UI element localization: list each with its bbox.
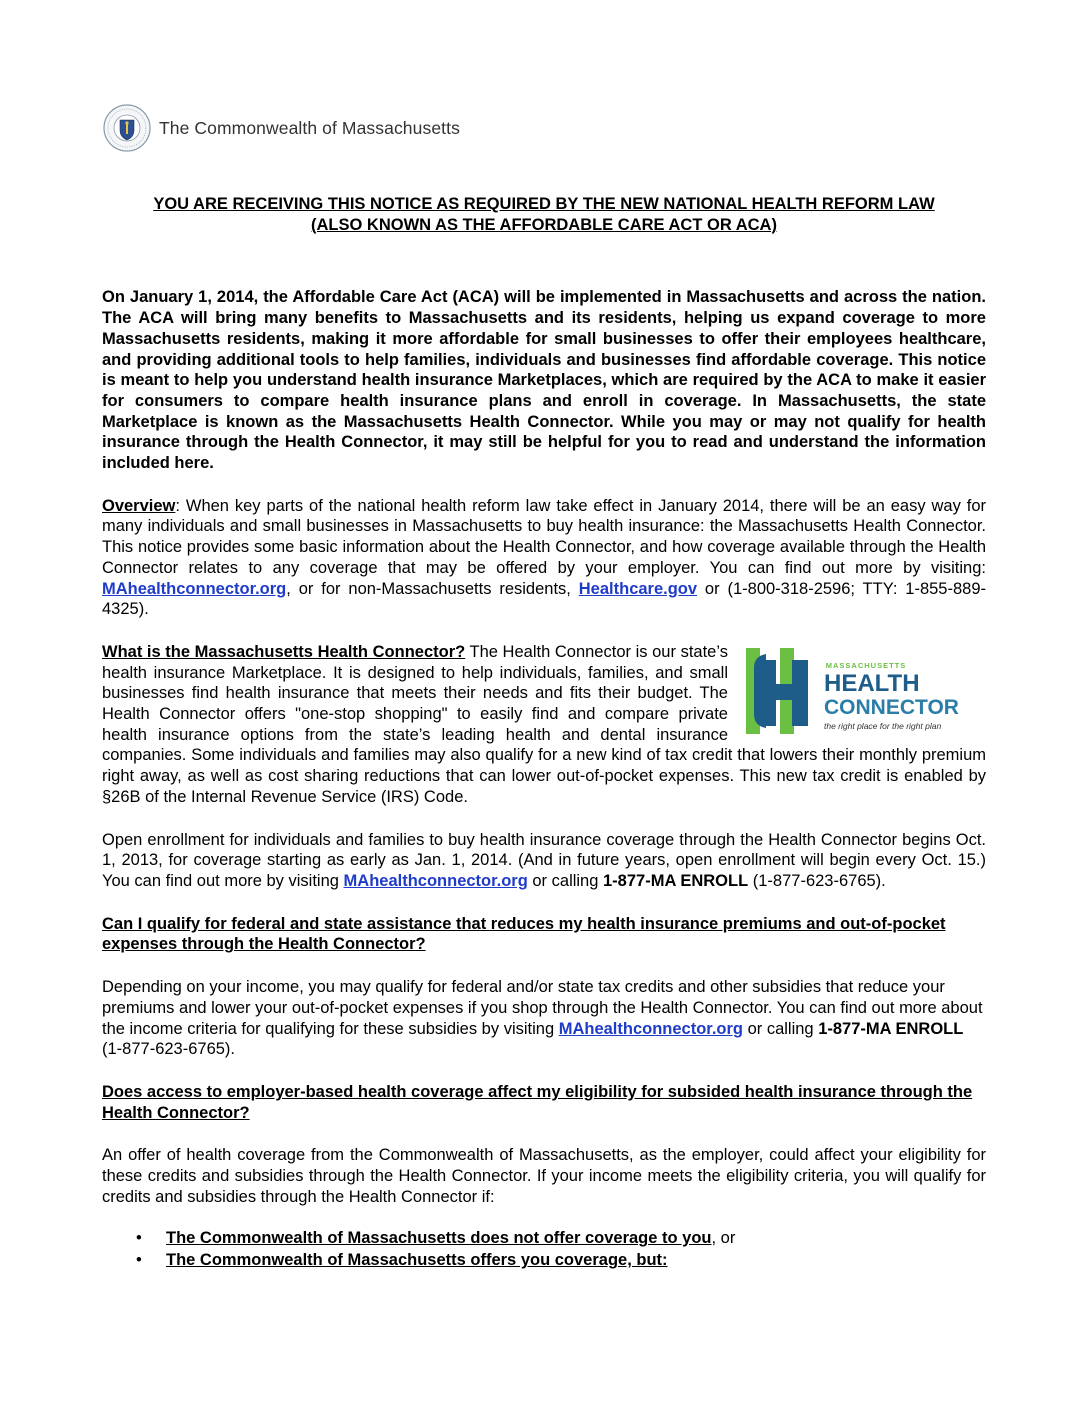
- list-item: [102, 1249, 986, 1271]
- mahealthconnector-link-3[interactable]: MAhealthconnector.org: [558, 1019, 743, 1038]
- open-enrollment-paragraph: [102, 830, 986, 892]
- access-heading: Does access to employer-based health coverage affect my eligibility for subsided health insurance through the Health Connector?: [102, 1082, 973, 1122]
- letterhead: [103, 104, 460, 152]
- what-is-paragraph: [102, 642, 986, 808]
- bullet-text: The Commonwealth of Massachusetts does not offer coverage to you: [166, 1229, 712, 1248]
- bullet-text: The Commonwealth of Massachusetts offers you coverage, but:: [166, 1251, 668, 1270]
- overview-label: Overview: [102, 496, 176, 515]
- healthcare-gov-link[interactable]: Healthcare.gov: [578, 579, 698, 598]
- qualify-heading: Can I qualify for federal and state assistance that reduces my health insurance premiums and out-of-pocket expenses through the Health Connector?: [102, 914, 946, 954]
- notice-heading-line-1: YOU ARE RECEIVING THIS NOTICE AS REQUIRED BY THE NEW NATIONAL HEALTH REFORM LAW: [153, 195, 935, 213]
- what-is-label: What is the Massachusetts Health Connector?: [102, 642, 466, 661]
- qualify-text-1: Depending on your income, you may qualify for federal and/or state tax credits and other subsidies that reduce your premiums and lower your out-of-pocket expenses if you shop through the Health Connector. You can find out more about the income criteria for qualifying for these subsidies by visiting: [102, 978, 983, 1038]
- eligibility-bullet-list: [102, 1227, 986, 1271]
- open-enrollment-text-3: (1-877-623-6765).: [748, 871, 886, 890]
- mahealthconnector-link[interactable]: MAhealthconnector.org: [102, 579, 287, 598]
- overview-text-1: : When key parts of the national health reform law take effect in January 2014, there will be an easy way for many individuals and small businesses in Massachusetts to buy health insurance: the Massachusetts Health Connector. This notice provides some basic information about the Health Connector, and how coverage available through the Health Connector relates to any coverage that may be offered by your employer. You can find out more by visiting:: [102, 496, 986, 577]
- qualify-paragraph: [102, 977, 986, 1060]
- logo-line-1: HEALTH: [824, 669, 920, 697]
- overview-text-2: , or for non-Massachusetts residents,: [286, 579, 579, 598]
- logo-tagline: the right place for the right plan: [824, 720, 942, 731]
- overview-paragraph: [102, 496, 986, 620]
- qualify-text-2: or calling: [742, 1019, 819, 1038]
- bullet-suffix: , or: [711, 1229, 736, 1248]
- massachusetts-seal-icon: [103, 104, 151, 152]
- bullet-marker: •: [136, 1251, 142, 1270]
- open-enrollment-text-1: Open enrollment for individuals and families to buy health insurance coverage through the Health Connector begins Oct. 1, 2013, for coverage starting as early as Jan. 1, 2014. (And in future years, open enrollment will begin every Oct. 15.) You can find out more by visiting: [102, 830, 986, 890]
- enroll-phone: 1-877-MA ENROLL: [603, 871, 749, 890]
- open-enrollment-text-2: or calling: [527, 871, 603, 890]
- logo-small-text: MASSACHUSETTS: [825, 660, 907, 670]
- bullet-marker: •: [136, 1229, 142, 1248]
- list-item: [102, 1227, 986, 1249]
- health-connector-logo: [746, 648, 986, 734]
- org-name: The Commonwealth of Massachusetts: [159, 117, 460, 138]
- what-is-section: [102, 642, 986, 808]
- logo-line-2: CONNECTOR: [824, 695, 959, 719]
- what-is-text: The Health Connector is our state’s health insurance Marketplace. It is designed to help individuals, families, and small businesses find health insurance that meets their needs and fits their budget. The Health Connector offers "one-stop shopping" to easily find and compare private health insurance options from the state’s leading health and dental insurance companies. Some individuals and families may also qualify for a new kind of tax credit that lowers their monthly premium right away, as well as cost sharing reductions that can lower out-of-pocket expenses. This new tax credit is enabled by §26B of the Internal Revenue Service (IRS) Code.: [102, 642, 986, 806]
- mahealthconnector-link-2[interactable]: MAhealthconnector.org: [343, 871, 528, 890]
- qualify-text-3: (1-877-623-6765).: [102, 1040, 235, 1059]
- intro-paragraph: On January 1, 2014, the Affordable Care Act (ACA) will be implemented in Massachusetts and across the nation. The ACA will bring many benefits to Massachusetts and its residents, helping us expand coverage to more Massachusetts residents, making it more affordable for small businesses to offer their employees healthcare, and providing additional tools to help families, individuals and businesses find affordable coverage. This notice is meant to help you understand health insurance Marketplaces, which are required by the ACA to make it easier for consumers to compare health insurance plans and enroll in coverage. In Massachusetts, the state Marketplace is known as the Massachusetts Health Connector. While you may or may not qualify for health insurance through the Health Connector, it may still be helpful for you to read and understand the information included here.: [102, 288, 986, 473]
- notice-heading-line-2: (ALSO KNOWN AS THE AFFORDABLE CARE ACT OR ACA): [311, 215, 777, 234]
- overview-text-3: or (1-800-318-2596; TTY: 1-855-889-4325).: [102, 579, 986, 619]
- access-paragraph: An offer of health coverage from the Commonwealth of Massachusetts, as the employer, could affect your eligibility for these credits and subsidies through the Health Connector. If your income meets the eligibility criteria, you will qualify for credits and subsidies through the Health Connector if:: [102, 1146, 986, 1206]
- enroll-phone-2: 1-877-MA ENROLL: [818, 1019, 964, 1038]
- document-body: [102, 194, 986, 1271]
